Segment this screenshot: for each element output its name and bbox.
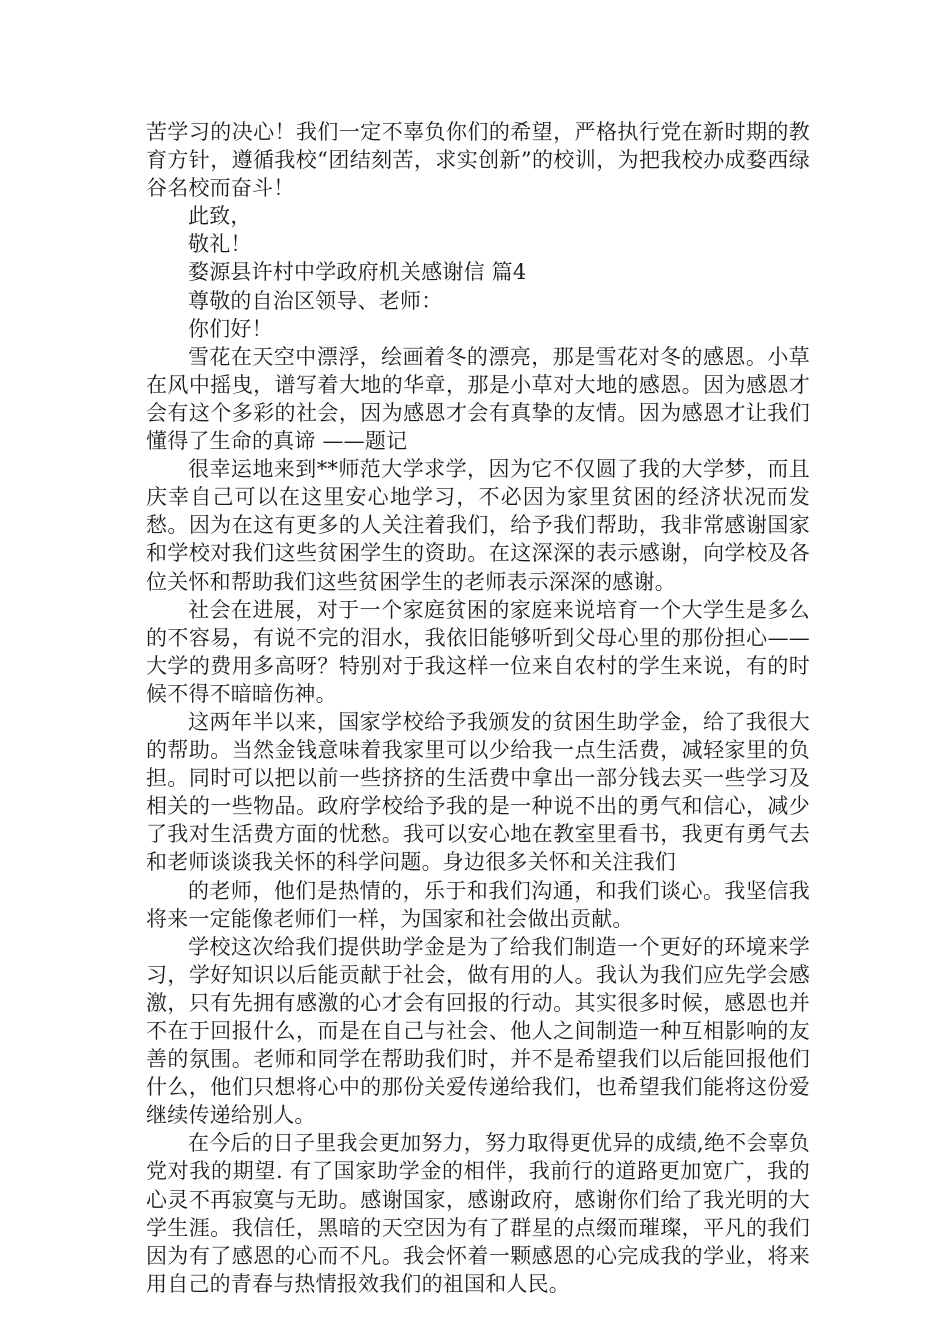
paragraph-body: 这两年半以来，国家学校给予我颁发的贫困生助学金，给了我很大的帮助。当然金钱意味着我家里可以少给我一点生活费，减轻家里的负担。同时可以把以前一些挤挤的生活费中拿出一部分钱去买一些学习及相关的一些物品。政府学校给予我的是一种说不出的勇气和信心，减少了我对生活费方面的忧愁。我可以安心地在教室里看书，我更有勇气去和老师谈谈我关怀的科学问题。身边很多关怀和关注我们 [146, 709, 810, 875]
paragraph-body: 社会在进展，对于一个家庭贫困的家庭来说培育一个大学生是多么的不容易，有说不完的泪水，我依旧能够听到父母心里的那份担心——大学的费用多高呀？特别对于我这样一位来自农村的学生来说，有的时候不得不暗暗伤神。 [146, 597, 810, 706]
paragraph-body: 学校这次给我们提供助学金是为了给我们制造一个更好的环境来学习，学好知识以后能贡献于社会，做有用的人。我认为我们应先学会感激，只有先拥有感激的心才会有回报的行动。其实很多时候，感恩也并不在于回报什么，而是在自己与社会、他人之间制造一种互相影响的友善的氛围。老师和同学在帮助我们时，并不是希望我们以后能回报他们什么，他们只想将心中的那份关爱传递给我们，也希望我们能将这份爱继续传递给别人。 [146, 934, 810, 1128]
paragraph-continuation: 苦学习的决心！我们一定不辜负你们的希望，严格执行党在新时期的教育方针，遵循我校“团结刻苦，求实创新”的校训，为把我校办成婺西绿谷名校而奋斗！ [146, 120, 810, 201]
paragraph-body: 的老师，他们是热情的，乐于和我们沟通，和我们谈心。我坚信我将来一定能像老师们一样，为国家和社会做出贡献。 [146, 878, 810, 931]
paragraph-body: 很幸运地来到**师范大学求学，因为它不仅圆了我的大学梦，而且庆幸自己可以在这里安心地学习，不必因为家里贫困的经济状况而发愁。因为在这有更多的人关注着我们，给予我们帮助，我非常感谢国家和学校对我们这些贫困学生的资助。在这深深的表示感谢，向学校及各位关怀和帮助我们这些贫困学生的老师表示深深的感谢。 [146, 457, 810, 594]
paragraph-body: 在今后的日子里我会更加努力，努力取得更优异的成绩,绝不会辜负党对我的期望. 有了国家助学金的相伴，我前行的道路更加宽广，我的心灵不再寂寞与无助。感谢国家，感谢政府，感谢你们给了我光明的大学生涯。我信任，黑暗的天空因为有了群星的点缀而璀璨，平凡的我们因为有了感恩的心而不凡。我会怀着一颗感恩的心完成我的学业，将来用自己的青春与热情报效我们的祖国和人民。 [146, 1131, 810, 1296]
document-page [146, 118, 810, 1298]
letter-greeting: 你们好！ [188, 316, 273, 341]
closing-regards: 敬礼！ [188, 232, 252, 257]
letter-addressee: 尊敬的自治区领导、老师： [188, 288, 443, 313]
paragraph-epigraph: 雪花在天空中漂浮，绘画着冬的漂亮，那是雪花对冬的感恩。小草在风中摇曳，谱写着大地的华章，那是小草对大地的感恩。因为感恩才会有这个多彩的社会，因为感恩才会有真挚的友情。因为感恩才让我们懂得了生命的真谛 ——题记 [146, 344, 810, 454]
closing-salutation: 此致， [188, 204, 252, 229]
section-title: 婺源县许村中学政府机关感谢信 篇4 [188, 260, 527, 285]
